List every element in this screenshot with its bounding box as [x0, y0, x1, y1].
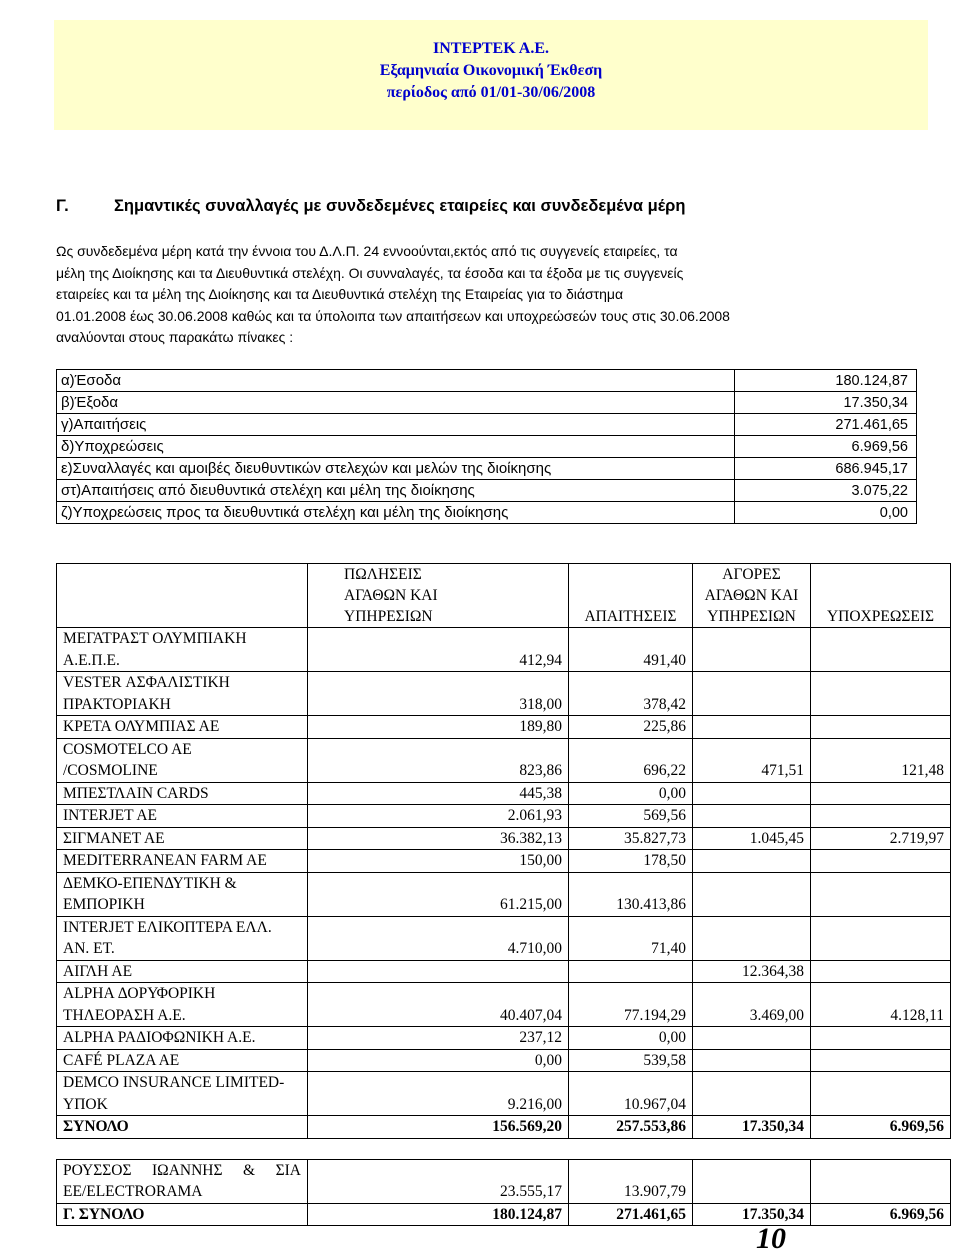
total-row	[57, 1116, 951, 1139]
grand-total-row	[57, 1203, 951, 1226]
total-payables: 6.969,56	[811, 1116, 951, 1139]
spacer-row	[57, 1138, 951, 1159]
table-row	[57, 738, 951, 782]
purchases-cell	[693, 1072, 811, 1116]
summary-row	[57, 370, 917, 392]
sales-cell: 318,00	[308, 672, 569, 716]
table-header-row	[57, 564, 951, 628]
header-purchases-line: ΑΓΑΘΩΝ ΚΑΙ	[704, 587, 799, 604]
summary-row	[57, 414, 917, 436]
sales-cell: 412,94	[308, 628, 569, 672]
payables-cell	[811, 716, 951, 739]
table-row	[57, 1072, 951, 1116]
purchases-cell	[693, 1049, 811, 1072]
company-name-line: VESTER ΑΣΦΑΛΙΣΤΙΚΗ	[63, 674, 230, 691]
summary-value: 0,00	[735, 502, 917, 524]
company-name-line: COSMOTELCO AE	[63, 740, 192, 758]
summary-table	[56, 369, 917, 524]
receivables-cell: 378,42	[569, 672, 693, 716]
sales-cell: 9.216,00	[308, 1072, 569, 1116]
receivables-cell	[569, 960, 693, 983]
header-payables: ΥΠΟΧΡΕΩΣΕΙΣ	[811, 564, 951, 628]
sales-cell: 445,38	[308, 782, 569, 805]
summary-row	[57, 480, 917, 502]
summary-value: 6.969,56	[735, 436, 917, 458]
summary-label: ε)Συναλλαγές και αμοιβές διευθυντικών στελεχών και μελών της διοίκησης	[57, 458, 735, 480]
payables-cell	[811, 1072, 951, 1116]
company-name-line: DEMCO INSURANCE LIMITED-	[63, 1074, 285, 1091]
company-cell	[57, 1072, 308, 1116]
company-cell: ALPHA ΡΑΔΙΟΦΩΝΙΚΗ Α.Ε.	[57, 1027, 308, 1050]
payables-cell	[811, 872, 951, 916]
header-purchases	[693, 564, 811, 628]
table-row	[57, 805, 951, 828]
grand-total-payables: 6.969,56	[811, 1203, 951, 1226]
summary-row	[57, 458, 917, 480]
purchases-cell	[693, 805, 811, 828]
table-row	[57, 1049, 951, 1072]
page-number: 10	[756, 1222, 786, 1255]
company-cell: ΜΠΕΣΤΛΑΙΝ CARDS	[57, 782, 308, 805]
payables-cell	[811, 1159, 951, 1203]
payables-cell	[811, 782, 951, 805]
sales-cell: 2.061,93	[308, 805, 569, 828]
intro-paragraph	[56, 241, 916, 349]
sales-cell: 237,12	[308, 1027, 569, 1050]
payables-cell	[811, 916, 951, 960]
section-title: Σημαντικές συναλλαγές με συνδεδεμένες εταιρείες και συνδεδεμένα μέρη	[114, 197, 686, 215]
summary-label: β)Έξοδα	[57, 392, 735, 414]
company-cell: MEDITERRANEAN FARM AE	[57, 850, 308, 873]
sales-cell: 4.710,00	[308, 916, 569, 960]
receivables-cell: 71,40	[569, 916, 693, 960]
summary-value: 686.945,17	[735, 458, 917, 480]
receivables-cell: 225,86	[569, 716, 693, 739]
receivables-cell: 569,56	[569, 805, 693, 828]
summary-label: α)Έσοδα	[57, 370, 735, 392]
payables-cell	[811, 1027, 951, 1050]
related-parties-table	[56, 563, 951, 1226]
table-row	[57, 1159, 951, 1203]
purchases-cell	[693, 916, 811, 960]
summary-row	[57, 436, 917, 458]
total-purchases: 17.350,34	[693, 1116, 811, 1139]
receivables-cell: 491,40	[569, 628, 693, 672]
header-sales-line: ΠΩΛΗΣΕΙΣ	[344, 566, 422, 583]
receivables-cell: 10.967,04	[569, 1072, 693, 1116]
receivables-cell: 539,58	[569, 1049, 693, 1072]
summary-value: 17.350,34	[735, 392, 917, 414]
company-name-line: ΤΗΛΕΟΡΑΣΗ Α.Ε.	[63, 1006, 186, 1024]
company-name-line: ΡΟΥΣΣΟΣ ΙΩΑΝΝΗΣ & ΣΙΑ	[63, 1161, 301, 1179]
purchases-cell: 12.364,38	[693, 960, 811, 983]
total-receivables: 257.553,86	[569, 1116, 693, 1139]
receivables-cell: 77.194,29	[569, 983, 693, 1027]
report-header	[54, 20, 928, 130]
purchases-cell	[693, 1159, 811, 1203]
grand-total-sales: 180.124,87	[308, 1203, 569, 1226]
section-letter: Γ.	[56, 197, 69, 215]
table-row	[57, 960, 951, 983]
sales-cell	[308, 960, 569, 983]
spacer-cell	[693, 1138, 811, 1159]
receivables-cell: 0,00	[569, 1027, 693, 1050]
header-purchases-line: ΑΓΟΡΕΣ	[722, 566, 781, 583]
spacer-cell	[57, 1138, 308, 1159]
company-cell	[57, 1159, 308, 1203]
purchases-cell	[693, 850, 811, 873]
section-heading	[56, 197, 685, 216]
sales-cell: 40.407,04	[308, 983, 569, 1027]
summary-label: γ)Απαιτήσεις	[57, 414, 735, 436]
header-blank	[57, 564, 308, 628]
purchases-cell	[693, 872, 811, 916]
company-cell	[57, 872, 308, 916]
header-sales	[308, 564, 569, 628]
receivables-cell: 13.907,79	[569, 1159, 693, 1203]
sales-cell: 61.215,00	[308, 872, 569, 916]
payables-cell	[811, 850, 951, 873]
paragraph-line: 01.01.2008 έως 30.06.2008 καθώς και τα ύπολοιπα των απαιτήσεων και υποχρεώσεών τους στις 30.06.2008	[56, 307, 730, 324]
sales-cell: 189,80	[308, 716, 569, 739]
purchases-cell: 471,51	[693, 738, 811, 782]
table-row	[57, 983, 951, 1027]
report-title: Εξαμηνιαία Οικονομική Έκθεση	[379, 62, 603, 79]
company-name-line: ΕΜΠΟΡΙΚΗ	[63, 896, 145, 913]
payables-cell: 121,48	[811, 738, 951, 782]
summary-value: 180.124,87	[735, 370, 917, 392]
company-name-line: ΥΠΟΚ	[63, 1095, 108, 1113]
grand-total-receivables: 271.461,65	[569, 1203, 693, 1226]
sales-cell: 0,00	[308, 1049, 569, 1072]
receivables-cell: 0,00	[569, 782, 693, 805]
company-name-line: EE/ELECTRORAMA	[63, 1183, 203, 1200]
table-row	[57, 872, 951, 916]
purchases-cell	[693, 672, 811, 716]
receivables-cell: 130.413,86	[569, 872, 693, 916]
payables-cell: 4.128,11	[811, 983, 951, 1027]
table-row	[57, 850, 951, 873]
spacer-cell	[811, 1138, 951, 1159]
payables-cell	[811, 1049, 951, 1072]
company-cell: ΣΙΓΜΑΝΕΤ ΑΕ	[57, 827, 308, 850]
payables-cell	[811, 672, 951, 716]
company-name-line: ΔΕΜΚΟ-ΕΠΕΝΔΥΤΙΚΗ &	[63, 874, 237, 892]
header-sales-line: ΥΠΗΡΕΣΙΩΝ	[344, 608, 433, 625]
purchases-cell	[693, 628, 811, 672]
summary-label: στ)Απαιτήσεις από διευθυντικά στελέχη και μέλη της διοίκησης	[57, 480, 735, 502]
company-name-line: ΜΕΓΑΤΡΑΣΤ ΟΛΥΜΠΙΑΚΗ	[63, 630, 247, 647]
company-cell	[57, 983, 308, 1027]
spacer-cell	[569, 1138, 693, 1159]
table-row	[57, 672, 951, 716]
company-cell: CAFÉ PLAZA AE	[57, 1049, 308, 1072]
header-receivables: ΑΠΑΙΤΗΣΕΙΣ	[569, 564, 693, 628]
company-name-line: ΑΝ. ΕΤ.	[63, 940, 115, 957]
summary-row	[57, 502, 917, 524]
company-name-line: ΠΡΑΚΤΟΡΙΑΚΗ	[63, 695, 171, 713]
purchases-cell	[693, 716, 811, 739]
paragraph-line: αναλύονται στους παρακάτω πίνακες :	[56, 329, 294, 346]
purchases-cell	[693, 782, 811, 805]
payables-cell	[811, 805, 951, 828]
sales-cell: 36.382,13	[308, 827, 569, 850]
report-period: περίοδος από 01/01-30/06/2008	[386, 84, 596, 101]
company-cell	[57, 916, 308, 960]
sales-cell: 823,86	[308, 738, 569, 782]
table-row	[57, 1027, 951, 1050]
purchases-cell	[693, 1027, 811, 1050]
company-cell	[57, 628, 308, 672]
header-sales-line: ΑΓΑΘΩΝ ΚΑΙ	[344, 587, 438, 604]
payables-cell	[811, 960, 951, 983]
table-row	[57, 716, 951, 739]
payables-cell: 2.719,97	[811, 827, 951, 850]
company-name-line: /COSMOLINE	[63, 762, 158, 779]
receivables-cell: 696,22	[569, 738, 693, 782]
paragraph-line: εταιρείες και τα μέλη της Διοίκησης και τα Διευθυντικά στελέχη της Εταιρείας για το διάστημα	[56, 286, 624, 303]
summary-value: 3.075,22	[735, 480, 917, 502]
grand-total-purchases: 17.350,34	[693, 1203, 811, 1226]
company-cell	[57, 738, 308, 782]
company-cell: INTERJET AE	[57, 805, 308, 828]
total-label: ΣΥΝΟΛΟ	[57, 1116, 308, 1139]
sales-cell: 150,00	[308, 850, 569, 873]
table-row	[57, 916, 951, 960]
paragraph-line: μέλη της Διοίκησης και τα Διευθυντικά στελέχη. Οι συνναλαγές, τα έσοδα και τα έξοδα με τις συγγενείς	[56, 264, 684, 281]
company-name: ΙΝΤΕΡΤΕΚ Α.Ε.	[432, 40, 550, 57]
grand-total-label: Γ. ΣΥΝΟΛΟ	[57, 1203, 308, 1226]
payables-cell	[811, 628, 951, 672]
purchases-cell: 1.045,45	[693, 827, 811, 850]
header-purchases-line: ΥΠΗΡΕΣΙΩΝ	[707, 608, 796, 625]
company-cell: ΑΙΓΛΗ ΑΕ	[57, 960, 308, 983]
company-cell	[57, 672, 308, 716]
company-name-line: ALPHA ΔΟΡΥΦΟΡΙΚΗ	[63, 985, 216, 1002]
total-sales: 156.569,20	[308, 1116, 569, 1139]
summary-label: δ)Υποχρεώσεις	[57, 436, 735, 458]
table-row	[57, 628, 951, 672]
sales-cell: 23.555,17	[308, 1159, 569, 1203]
receivables-cell: 35.827,73	[569, 827, 693, 850]
company-name-line: Α.Ε.Π.Ε.	[63, 651, 120, 669]
summary-row	[57, 392, 917, 414]
spacer-cell	[308, 1138, 569, 1159]
company-name-line: INTERJET ΕΛΙΚΟΠΤΕΡΑ ΕΛΛ.	[63, 918, 272, 936]
summary-label: ζ)Υποχρεώσεις προς τα διευθυντικά στελέχη και μέλη της διοίκησης	[57, 502, 735, 524]
summary-value: 271.461,65	[735, 414, 917, 436]
table-row	[57, 827, 951, 850]
receivables-cell: 178,50	[569, 850, 693, 873]
table-row	[57, 782, 951, 805]
paragraph-line: Ως συνδεδεμένα μέρη κατά την έννοια του Δ.Λ.Π. 24 εννοούνται,εκτός από τις συγγενείς εταιρείες, τα	[56, 243, 678, 259]
company-cell: ΚΡΕΤΑ ΟΛΥΜΠΙΑΣ ΑΕ	[57, 716, 308, 739]
purchases-cell: 3.469,00	[693, 983, 811, 1027]
